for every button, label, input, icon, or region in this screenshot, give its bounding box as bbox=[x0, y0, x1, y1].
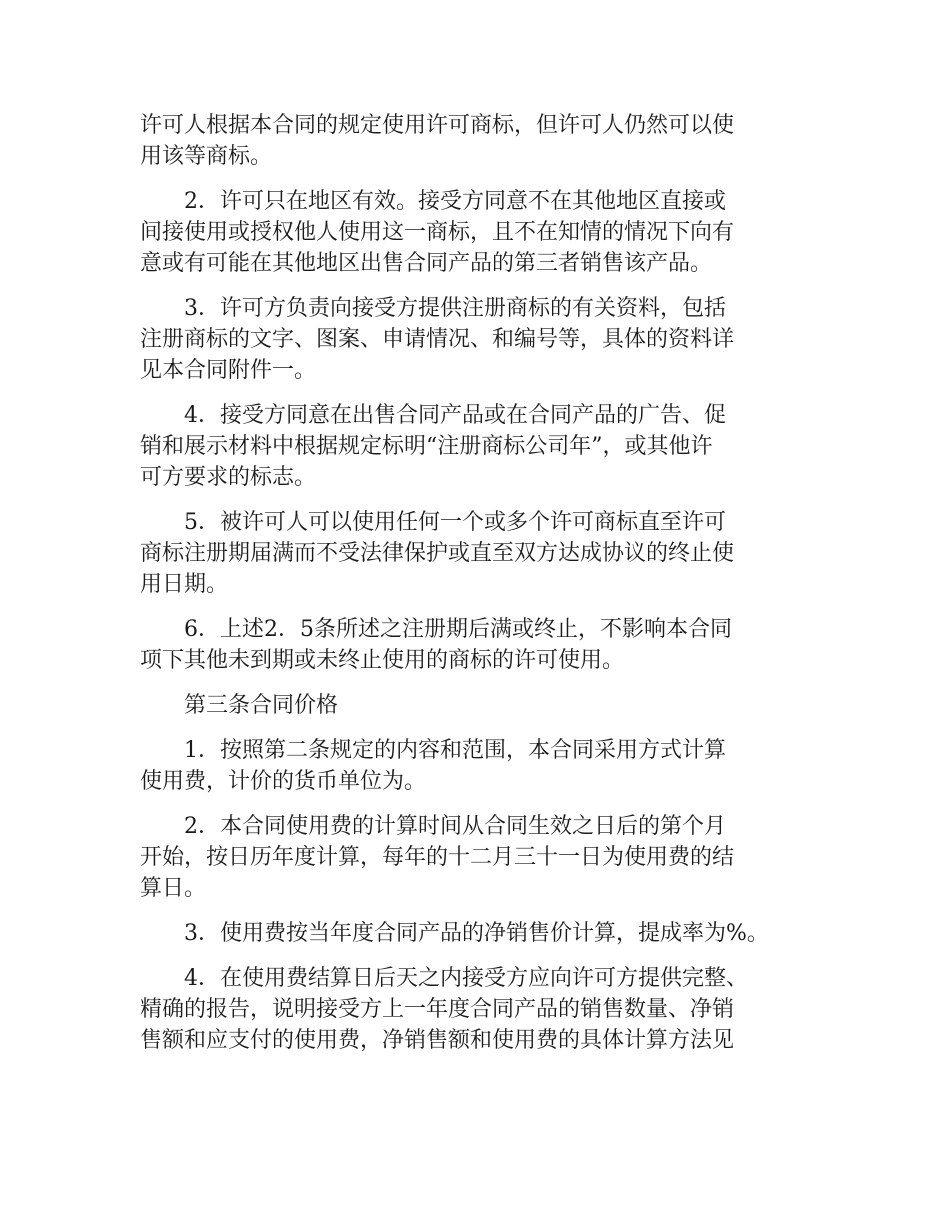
paragraph-price-3: 3．使用费按当年度合同产品的净销售价计算，提成率为%。 bbox=[184, 921, 769, 946]
paragraph-price-2: 2．本合同使用费的计算时间从合同生效之日后的第个月 开始，按日历年度计算，每年的十二月三十一日为使用费的结 算日。 bbox=[140, 814, 735, 901]
paragraph-clause-4: 4．接受方同意在出售合同产品或在合同产品的广告、促 销和展示材料中根据规定标明“注册商标公司年”，或其他许 可方要求的标志。 bbox=[140, 403, 726, 490]
paragraph-clause-6: 6．上述2．5条所述之注册期后满或终止，不影响本合同 项下其他未到期或未终止使用的商标的许可使用。 bbox=[140, 617, 732, 673]
paragraph-clause-3: 3．许可方负责向接受方提供注册商标的有关资料，包括 注册商标的文字、图案、申请情况、和编号等，具体的资料详 见本合同附件一。 bbox=[140, 296, 735, 383]
section-heading-article-3: 第三条合同价格 bbox=[184, 693, 339, 718]
paragraph-price-1: 1．按照第二条规定的内容和范围，本合同采用方式计算 使用费，计价的货币单位为。 bbox=[140, 738, 726, 794]
paragraph-clause-2: 2．许可只在地区有效。接受方同意不在其他地区直接或 间接使用或授权他人使用这一商标，且不在知情的情况下向有 意或有可能在其他地区出售合同产品的第三者销售该产品。 bbox=[140, 189, 735, 276]
paragraph-price-4: 4．在使用费结算日后天之内接受方应向许可方提供完整、 精确的报告，说明接受方上一年度合同产品的销售数量、净销 售额和应支付的使用费，净销售额和使用费的具体计算方法见 bbox=[140, 966, 748, 1053]
paragraph-license-continuation: 许可人根据本合同的规定使用许可商标，但许可人仍然可以使 用该等商标。 bbox=[140, 113, 735, 169]
paragraph-clause-5: 5．被许可人可以使用任何一个或多个许可商标直至许可 商标注册期届满而不受法律保护或直至双方达成协议的终止使 用日期。 bbox=[140, 510, 735, 597]
document-page bbox=[140, 110, 820, 1070]
